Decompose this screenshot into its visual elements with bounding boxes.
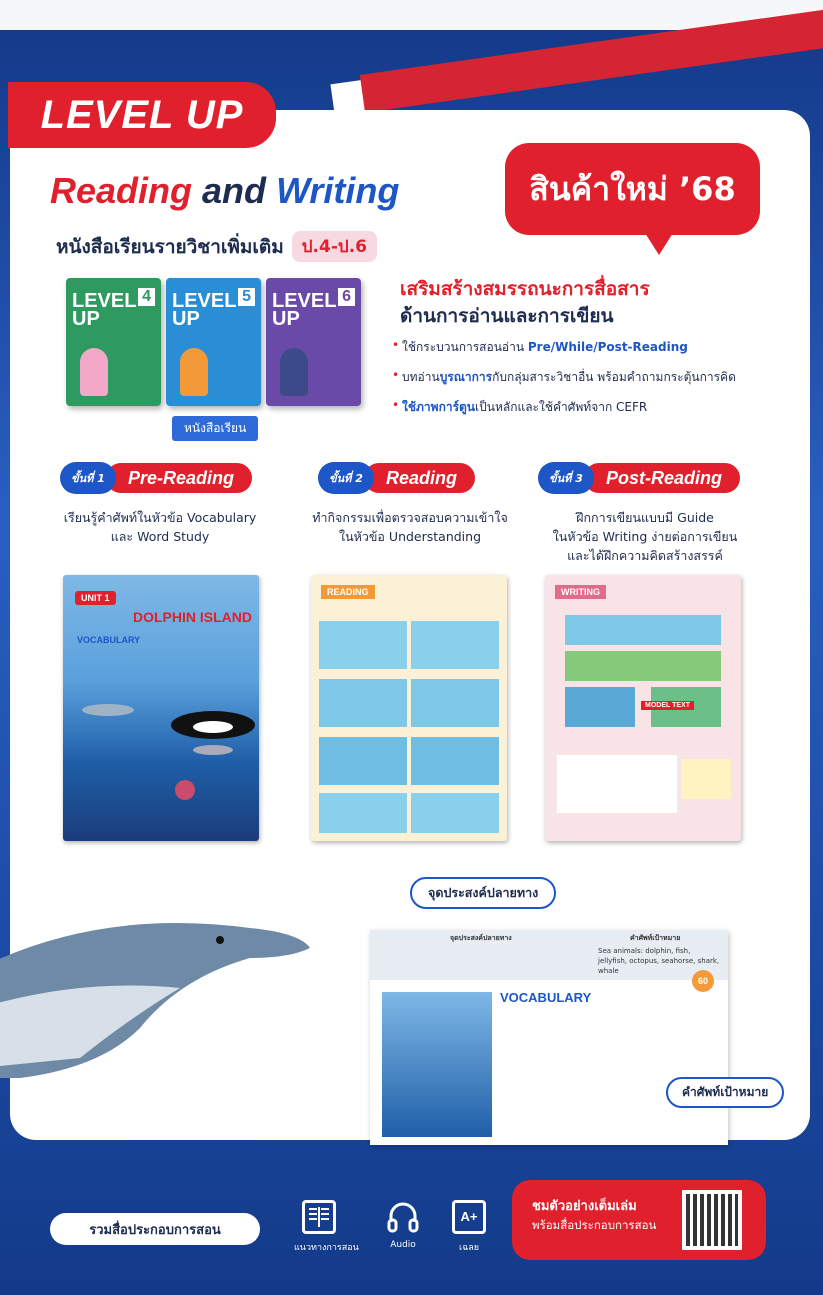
sample-page-writing bbox=[545, 575, 741, 841]
answer-key-icon: A+ bbox=[452, 1200, 486, 1234]
feature-bullet bbox=[392, 338, 736, 357]
unit-label: UNIT 1 bbox=[75, 591, 116, 605]
sample-page-vocabulary bbox=[63, 575, 259, 841]
target-vocab-callout: คำศัพท์เป้าหมาย bbox=[666, 1077, 784, 1108]
step-1-pre-reading bbox=[60, 460, 252, 496]
sample-page-reading bbox=[311, 575, 507, 841]
media-item-label: แนวทางการสอน bbox=[294, 1243, 359, 1253]
book-caption: หนังสือเรียน bbox=[172, 416, 258, 441]
section-label: READING bbox=[321, 585, 375, 599]
vocab-header: คำศัพท์เป้าหมาย bbox=[630, 934, 681, 942]
new-product-badge: สินค้าใหม่ ’68 bbox=[505, 143, 760, 235]
book-cover-label: LEVEL UP bbox=[172, 290, 237, 330]
step-desc-line: เรียนรู้คำศัพท์ในหัวข้อ Vocabulary bbox=[63, 510, 257, 525]
teacher-guide-preview bbox=[370, 930, 728, 1145]
book-cover-4 bbox=[66, 278, 161, 406]
teaching-guide-item bbox=[294, 1200, 359, 1260]
guide-header bbox=[370, 930, 728, 980]
step-tag: ขั้นที่ 2 bbox=[318, 462, 374, 494]
headphones-icon bbox=[386, 1200, 420, 1234]
full-sample-box[interactable] bbox=[512, 1180, 766, 1260]
title-writing: Writing bbox=[276, 170, 400, 211]
media-item-label: Audio bbox=[390, 1240, 416, 1250]
step-1-description bbox=[40, 508, 280, 546]
media-item-label: เฉลย bbox=[459, 1243, 479, 1253]
book-cover-character bbox=[180, 348, 208, 396]
book-cover-number: 4 bbox=[138, 288, 155, 306]
purpose-header: จุดประสงค์ปลายทาง bbox=[450, 934, 512, 942]
bullet-highlight: ใช้ภาพการ์ตูน bbox=[402, 400, 476, 414]
subtitle bbox=[56, 231, 377, 262]
qr-code-icon[interactable] bbox=[682, 1190, 742, 1250]
step-name: Pre-Reading bbox=[106, 463, 252, 493]
book-cover-label: LEVEL UP bbox=[72, 290, 137, 330]
step-name: Post-Reading bbox=[584, 463, 740, 493]
orca-illustration bbox=[63, 575, 259, 841]
feature-heading-line1: เสริมสร้างสมรรถนะการสื่อสาร bbox=[400, 278, 650, 300]
model-text-label: MODEL TEXT bbox=[641, 701, 694, 710]
step-desc-line: ฝึกการเขียนแบบมี Guide bbox=[576, 510, 714, 525]
book-cover-number: 6 bbox=[338, 288, 355, 306]
step-2-description bbox=[290, 508, 530, 546]
level-up-banner: LEVEL UP bbox=[8, 82, 276, 148]
book-cover-6 bbox=[266, 278, 361, 406]
page-number-pin: 60 bbox=[692, 970, 714, 992]
step-tag: ขั้นที่ 1 bbox=[60, 462, 116, 494]
book-cover-number: 5 bbox=[238, 288, 255, 306]
section-label: VOCABULARY bbox=[77, 635, 141, 645]
purpose-callout: จุดประสงค์ปลายทาง bbox=[410, 877, 556, 909]
step-desc-line: ในหัวข้อ Writing ง่ายต่อการเขียน bbox=[552, 529, 738, 544]
flag-stripe-red bbox=[360, 5, 823, 112]
teaching-media-label: รวมสื่อประกอบการสอน bbox=[50, 1213, 260, 1245]
audio-item bbox=[378, 1200, 428, 1260]
bullet-highlight: Pre/While/Post-Reading bbox=[527, 340, 688, 354]
comic-panels bbox=[311, 575, 507, 841]
grade-pill: ป.4-ป.6 bbox=[292, 231, 377, 262]
step-2-reading bbox=[318, 460, 475, 496]
book-cover-character bbox=[80, 348, 108, 396]
book-cover-character bbox=[280, 348, 308, 396]
guide-page-thumb bbox=[382, 992, 492, 1137]
bullet-text: กับกลุ่มสาระวิชาอื่น พร้อมคำถามกระตุ้นการคิด bbox=[492, 370, 736, 384]
bullet-text: เป็นหลักและใช้คำศัพท์จาก CEFR bbox=[475, 400, 648, 414]
book-icon bbox=[302, 1200, 336, 1234]
step-3-description bbox=[525, 508, 765, 565]
sample-line1: ชมตัวอย่างเต็มเล่ม bbox=[532, 1199, 637, 1214]
step-desc-line: ทำกิจกรรมเพื่อตรวจสอบความเข้าใจ bbox=[312, 510, 508, 525]
book-cover-5 bbox=[166, 278, 261, 406]
title-reading: Reading bbox=[50, 170, 193, 211]
step-3-post-reading bbox=[538, 460, 740, 496]
step-name: Reading bbox=[364, 463, 475, 493]
sea-animals-list: Sea animals: dolphin, fish, jellyfish, octopus, seahorse, shark, whale bbox=[598, 947, 720, 975]
book-cover-label: LEVEL UP bbox=[272, 290, 337, 330]
step-desc-line: ในหัวข้อ Understanding bbox=[338, 529, 482, 544]
sample-text bbox=[532, 1198, 656, 1234]
feature-bullet bbox=[392, 368, 736, 387]
bullet-highlight: บูรณาการ bbox=[439, 370, 493, 384]
unit-title: DOLPHIN ISLAND bbox=[133, 609, 252, 625]
feature-heading bbox=[400, 276, 650, 330]
title-and: and bbox=[202, 170, 267, 211]
sample-line2: พร้อมสื่อประกอบการสอน bbox=[532, 1218, 657, 1232]
bullet-text: ใช้กระบวนการสอนอ่าน bbox=[402, 340, 528, 354]
feature-bullets bbox=[392, 338, 736, 428]
step-tag: ขั้นที่ 3 bbox=[538, 462, 594, 494]
step-desc-line: และ Word Study bbox=[110, 529, 210, 544]
answer-key-item bbox=[444, 1200, 494, 1260]
feature-bullet bbox=[392, 398, 736, 417]
bullet-text: บทอ่าน bbox=[402, 370, 440, 384]
subtitle-text: หนังสือเรียนรายวิชาเพิ่มเติม bbox=[56, 235, 284, 258]
guide-vocabulary-title: VOCABULARY bbox=[500, 990, 592, 1005]
feature-heading-line2: ด้านการอ่านและการเขียน bbox=[400, 305, 614, 327]
section-label: WRITING bbox=[555, 585, 606, 599]
main-title bbox=[50, 170, 399, 212]
step-desc-line: และได้ฝึกความคิดสร้างสรรค์ bbox=[567, 548, 723, 563]
dolphin-illustration bbox=[0, 888, 320, 1088]
